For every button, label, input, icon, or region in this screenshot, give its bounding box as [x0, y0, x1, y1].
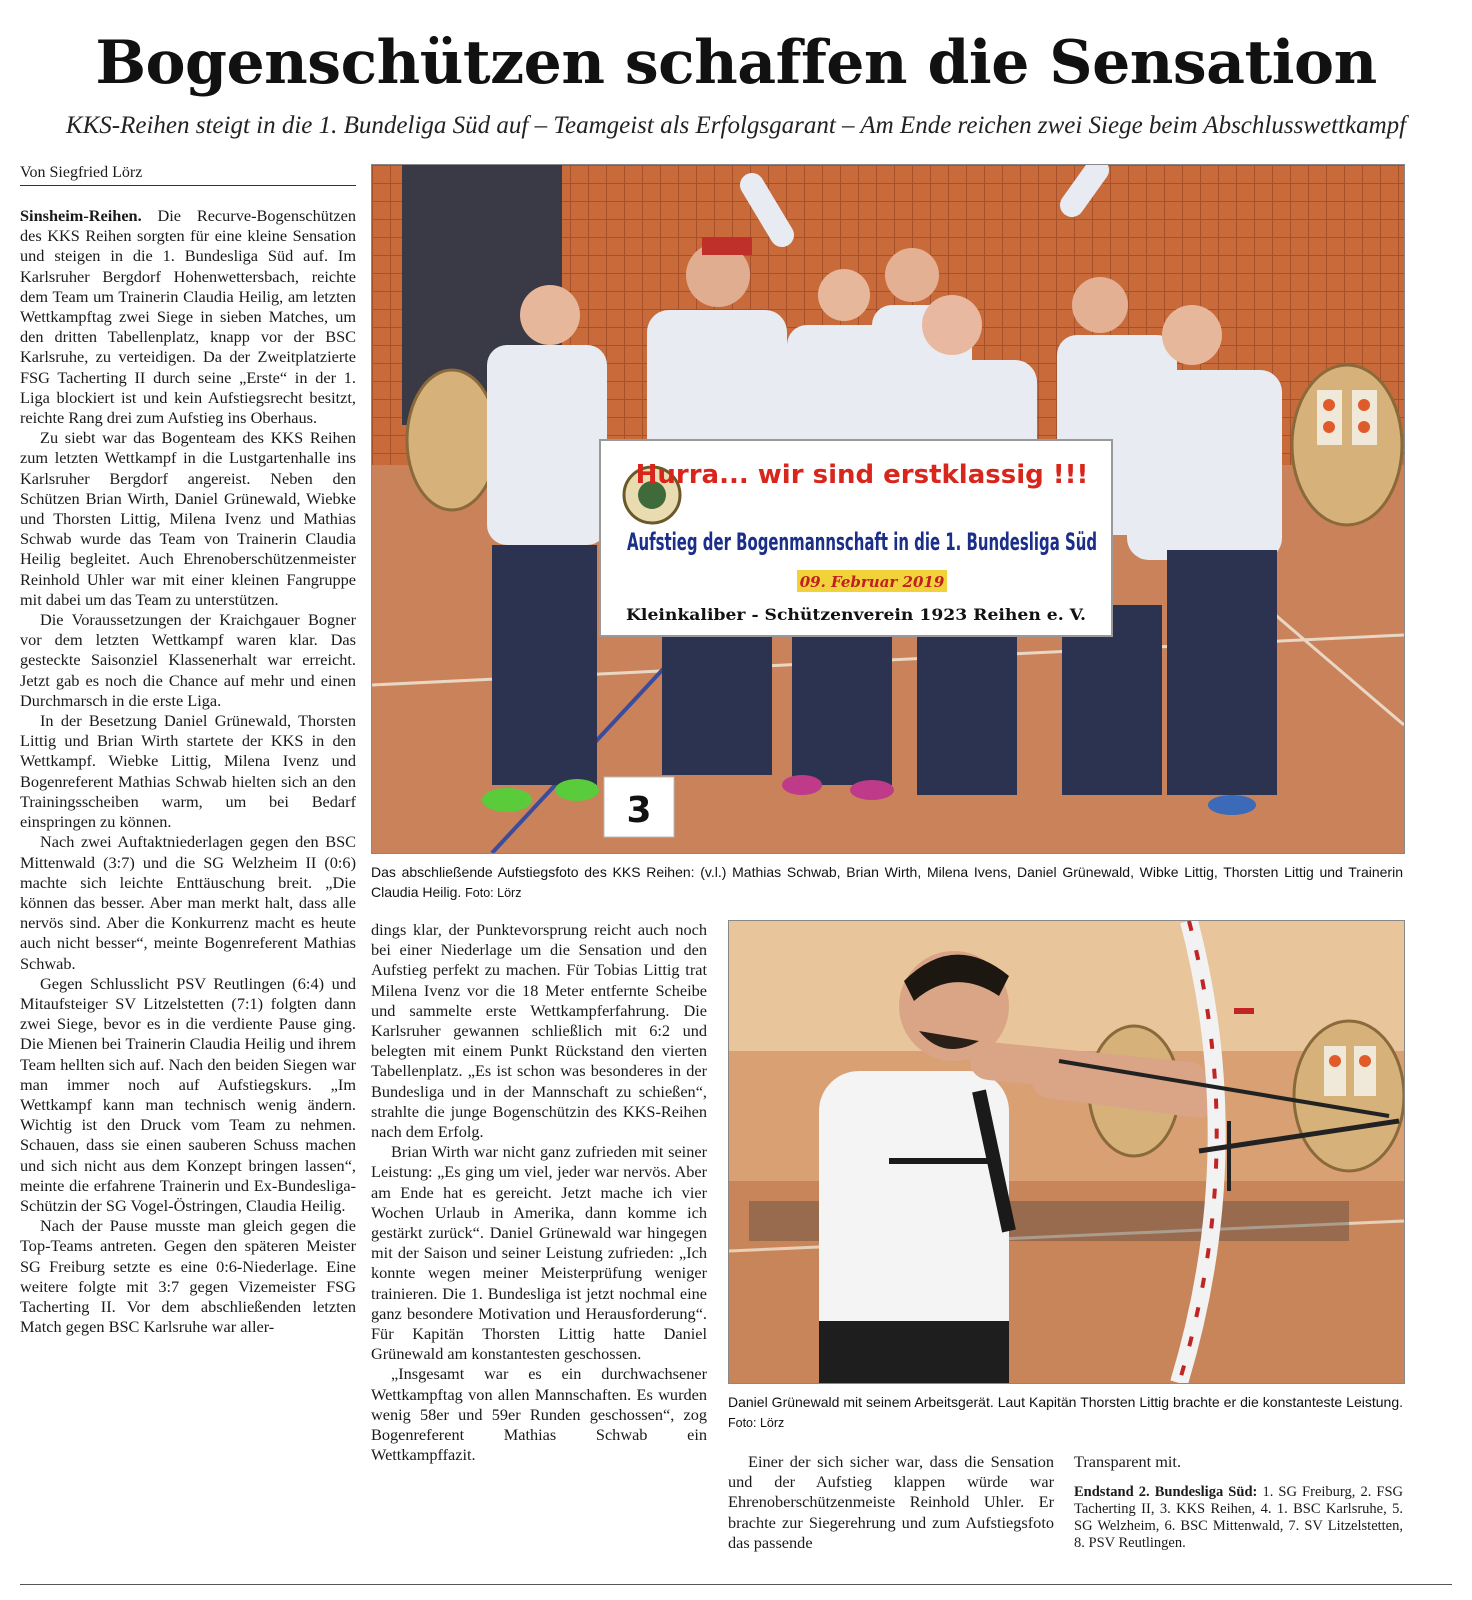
- standings-text: 1. SG Freiburg, 2. FSG Tacherting II, 3. KKS Reihen, 4. 1. BSC Karlsruhe, 5. SG Welzheim, 6. BSC Mittenwald, 7. SV Litzelstetten, 8. PSV Reutlingen.: [1074, 1484, 1404, 1552]
- article-column-2: [371, 920, 707, 1465]
- archer-photo-illustration: [729, 921, 1404, 1383]
- banner-club: Kleinkaliber - Schützenverein 1923 Reihen e. V.: [626, 605, 1086, 624]
- paragraph: Brian Wirth war nicht ganz zufrieden mit seiner Leistung: „Es ging um viel, jeder war nervös. Aber am Ende hat es gereicht. Jetzt mache ich vier Wochen Urlaub in Amerika, dann komme ich gestärkt zurück“. Daniel Grünewald war hingegen mit der Saison und seiner Leistung zufrieden: „Ich konnte wegen meiner Meisterprüfung weniger trainieren. Die 1. Bundesliga ist jetzt nochmal eine ganz besondere Motivation und Herausforderung“. Für Kapitän Thorsten Littig hatte Daniel Grünewald am konstantesten geschossen.: [371, 1142, 707, 1364]
- dateline: Sinsheim-Reihen.: [20, 206, 142, 225]
- archer-photo-caption: Daniel Grünewald mit seinem Arbeitsgerät. Laut Kapitän Thorsten Littig brachte er die konstanteste Leistung. Foto: Lörz: [728, 1394, 1403, 1430]
- paragraph: „Insgesamt war es ein durchwachsener Wettkampftag von allen Mannschaften. Es wurden wenig 58er und 59er Runden geschossen“, zog Bogenreferent Mathias Schwab ein Wettkampffazit.: [371, 1364, 707, 1465]
- subheadline: KKS-Reihen steigt in die 1. Bundeliga Süd auf – Teamgeist als Erfolgsgarant – Am Ende reichen zwei Siege beim Abschlusswettkampf: [65, 112, 1407, 139]
- team-photo-caption: Das abschließende Aufstiegsfoto des KKS Reihen: (v.l.) Mathias Schwab, Brian Wirth, Milena Ivens, Daniel Grünewald, Wibke Littig, Thorsten Littig und Trainerin Claudia Heilig. Foto: Lörz: [371, 864, 1403, 900]
- team-photo-illustration: [372, 165, 1404, 853]
- paragraph: Transparent mit.: [1074, 1452, 1182, 1471]
- article-column-3: [728, 1452, 1054, 1553]
- banner: [600, 440, 1112, 636]
- paragraph: Nach der Pause musste man gleich gegen die Top-Teams antreten. Gegen den späteren Meister SG Freiburg setzte es eine 0:6-Niederlage. Eine weitere folgte mit 3:7 gegen Vizemeister FSG Tacherting II. Vor dem abschließenden letzten Match gegen BSC Karlsruhe war aller-: [20, 1216, 356, 1337]
- headline: Bogenschützen schaffen die Sensation: [95, 28, 1377, 98]
- paragraph: Einer der sich sicher war, dass die Sensation und der Aufstieg klappen würde war Ehrenoberschützenmeiste Reinhold Uhler. Er brachte zur Siegerehrung und zum Aufstiegsfoto das passende: [728, 1452, 1054, 1552]
- paragraph: Sinsheim-Reihen. Die Recurve-Bogenschützen des KKS Reihen sorgten für eine kleine Sensation und steigen in die 1. Bundesliga Süd auf. Im Karlsruher Bergdorf Hohenwettersbach, reichte dem Team um Trainerin Claudia Heilig, am letzten Wettkampftag zwei Siege in sieben Matches, um den dritten Tabellenplatz, knapp vor der BSC Karlsruhe, zu verteidigen. Da der Zweitplatzierte FSG Tacherting II durch seine „Erste“ in der 1. Liga blockiert ist und kein Aufstiegsrecht besitzt, reichte Rang drei zum Aufstieg ins Oberhaus.: [20, 206, 356, 428]
- paragraph: dings klar, der Punktevorsprung reicht auch noch bei einer Niederlage um die Sensation und den Aufstieg perfekt zu machen. Für Tobias Littig trat Milena Ivenz vor die 18 Meter entfernte Scheibe und sammelte erste Wettkampferfahrung. Die Karlsruher gewannen schließlich mit 6:2 und belegten mit einem Punkt Rückstand den vierten Tabellenplatz. „Es ist schon was besonderes in der Bundesliga und in der Mannschaft zu schießen“, strahlte die junge Bogenschützin des KKS-Reihen nach dem Erfolg.: [371, 920, 707, 1142]
- photo-credit: Foto: Lörz: [728, 1416, 785, 1430]
- standings-label: Endstand 2. Bundesliga Süd:: [1074, 1484, 1258, 1501]
- paragraph: Zu siebt war das Bogenteam des KKS Reihen zum letzten Wettkampf in die Lustgartenhalle ins Karlsruher Bergdorf angereist. Neben den Schützen Brian Wirth, Daniel Grünewald, Wiebke und Thorsten Littig, Milena Ivenz und Mathias Schwab wurde das Team von Trainerin Claudia Heilig begleitet. Auch Ehrenoberschützenmeister Reinhold Uhler war mit einer kleinen Fangruppe mit dabei um das Team zu unterstützen.: [20, 428, 356, 609]
- paragraph: Nach zwei Auftaktniederlagen gegen den BSC Mittenwald (3:7) und die SG Welzheim II (0:6) machte sich leichte Enttäuschung breit. „Die können das besser. Aber man merkt halt, dass alle nervös sind. Aber die Konkurrenz macht es heute auch nicht besser“, meinte Bogenreferent Mathias Schwab.: [20, 832, 356, 973]
- byline: Von Siegfried Lörz: [20, 162, 356, 186]
- banner-date: 09. Februar 2019: [799, 573, 945, 591]
- paragraph: Die Voraussetzungen der Kraichgauer Bogner vor dem letzten Wettkampf waren klar. Das gesteckte Saisonziel Klassenerhalt war erreicht. Jetzt gab es noch die Chance auf mehr und einen Durchmarsch in die erste Liga.: [20, 610, 356, 710]
- paragraph: Gegen Schlusslicht PSV Reutlingen (6:4) und Mitaufsteiger SV Litzelstetten (7:1) folgten dann zwei Siege, bevor es in die verdiente Pause ging. Die Mienen bei Trainerin Claudia Heilig und ihrem Team hellten sich auf. Nach den beiden Siegen war man immer noch auf Aufstiegskurs. „Im Wettkampf kann man technisch wenig ändern. Wichtig ist den Druck vom Team zu nehmen. Schauen, dass sie einen sauberen Schuss machen und sich nicht aus dem Konzept bringen lassen“, meinte die erfahrene Trainerin und Ex-Bundesliga-Schützin der SG Vogel-Östringen, Claudia Heilig.: [20, 973, 356, 1215]
- paragraph: In der Besetzung Daniel Grünewald, Thorsten Littig und Brian Wirth startete der KKS in den Wettkampf. Wiebke Littig, Milena Ivenz und Bogenreferent Mathias Schwab hielten sich an den Trainingsscheiben warm, um bei Bedarf einspringen zu können.: [20, 711, 356, 832]
- team-photo: [371, 164, 1405, 854]
- banner-line-2: Aufstieg der Bogenmannschaft in die 1. Bundesliga Süd: [627, 528, 1097, 556]
- banner-line-1: Hurra... wir sind erstklassig !!!: [635, 460, 1089, 490]
- bottom-rule: [20, 1584, 1452, 1585]
- standings: [1074, 1484, 1403, 1552]
- photo-credit: Foto: Lörz: [465, 886, 522, 900]
- lane-number: 3: [626, 790, 652, 831]
- article-column-1: [20, 206, 356, 1337]
- archer-photo: [728, 920, 1405, 1384]
- article-column-4: [1074, 1452, 1403, 1552]
